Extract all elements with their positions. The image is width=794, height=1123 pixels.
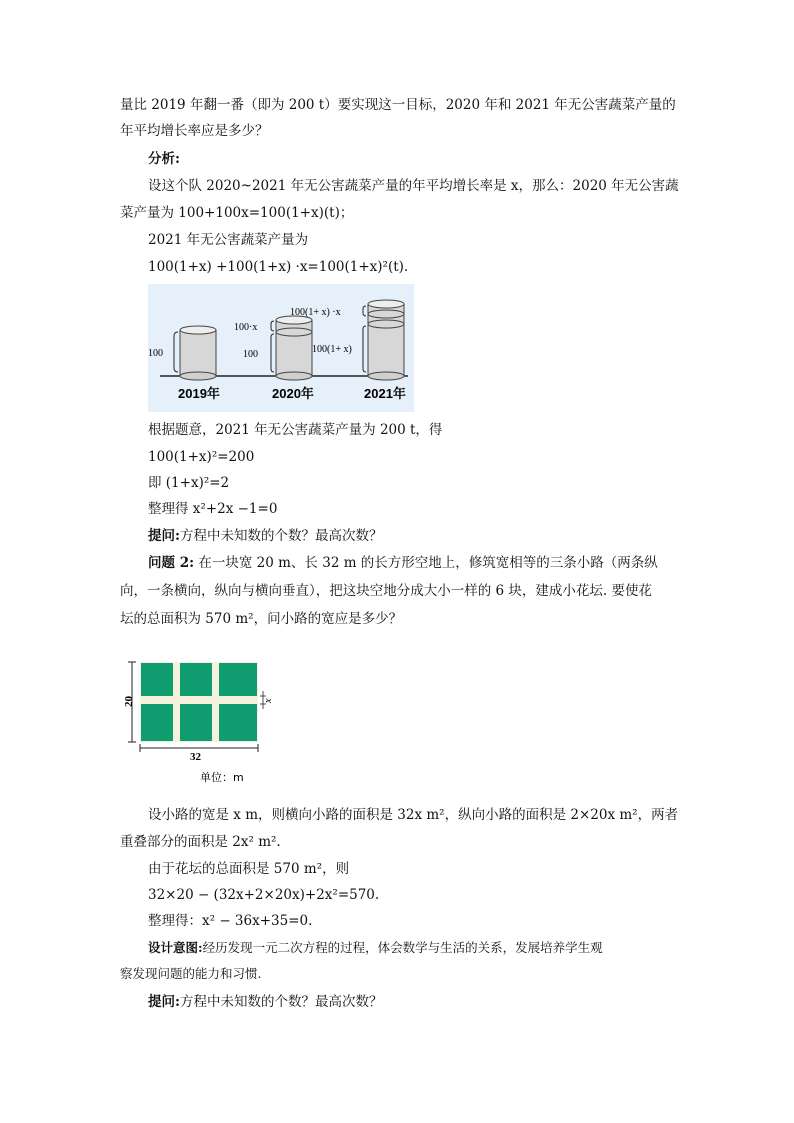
equation: 整理得：x² − 36x+35=0. xyxy=(148,913,313,929)
question-text: 方程中未知数的个数？最高次数？ xyxy=(179,528,383,544)
design-intent-line xyxy=(148,938,603,958)
problem-2-label: 问题 2: xyxy=(148,555,195,571)
cylinder-2021 xyxy=(368,300,404,380)
text-line: 设这个队 2020~2021 年无公害蔬菜产量的年平均增长率是 x，那么：2020 年无公害蔬 xyxy=(148,178,679,194)
question-label: 提问: xyxy=(148,994,180,1010)
unit-caption: 单位：m xyxy=(200,771,244,784)
label-100-2020: 100 xyxy=(243,349,258,360)
garden-paths-diagram xyxy=(120,655,280,785)
question-label: 提问: xyxy=(148,528,180,544)
year-2019: 2019年 xyxy=(178,386,220,401)
label-1x-x-2021: 100(1+ x) ·x xyxy=(290,307,341,318)
cylinder-2020 xyxy=(276,316,312,380)
year-2021: 2021年 xyxy=(364,386,406,401)
problem-2-text: 在一块宽 20 m、长 32 m 的长方形空地上，修筑宽相等的三条小路（两条纵 xyxy=(198,555,658,571)
text-line: 根据题意，2021 年无公害蔬菜产量为 200 t，得 xyxy=(148,422,443,438)
text-line: 量比 2019 年翻一番（即为 200 t）要实现这一目标，2020 年和 2021 年无公害蔬菜产量的 xyxy=(120,97,676,113)
analysis-label: 分析: xyxy=(148,151,180,167)
cylinder-growth-diagram xyxy=(148,284,414,412)
text-line: 由于花坛的总面积是 570 m²，则 xyxy=(148,861,350,877)
question-line xyxy=(148,526,382,546)
x-label: x xyxy=(263,698,274,703)
question-line xyxy=(148,992,382,1012)
label-100-2019: 100 xyxy=(148,348,163,359)
design-intent-label: 设计意图: xyxy=(148,940,203,955)
label-1x-2021: 100(1+ x) xyxy=(312,344,352,355)
text-line: 向，一条横向，纵向与横向垂直），把这块空地分成大小一样的 6 块，建成小花坛. 要使花 xyxy=(120,583,653,599)
problem-2-line xyxy=(148,553,658,573)
text-line: 坛的总面积为 570 m²，问小路的宽应是多少？ xyxy=(120,611,403,627)
year-2020: 2020年 xyxy=(272,386,314,401)
text-line: 重叠部分的面积是 2x² m². xyxy=(120,834,281,850)
label-100x-2020: 100·x xyxy=(234,322,258,333)
length-label: 32 xyxy=(190,751,201,763)
equation: 32×20 − (32x+2×20x)+2x²=570. xyxy=(148,887,380,903)
text-line: 菜产量为 100+100x=100(1+x)(t)； xyxy=(120,205,354,221)
text-line: 设小路的宽是 x m，则横向小路的面积是 32x m²，纵向小路的面积是 2×20x m²，两者 xyxy=(148,807,679,823)
equation: 即 (1+x)²=2 xyxy=(148,475,230,491)
equation: 100(1+x) +100(1+x) ·x=100(1+x)²(t). xyxy=(148,259,409,275)
cylinder-2019 xyxy=(180,326,216,380)
equation: 100(1+x)²=200 xyxy=(148,449,255,465)
text-line: 年平均增长率应是多少？ xyxy=(120,123,269,139)
text-line: 察发现问题的能力和习惯. xyxy=(120,966,262,981)
width-label: 20 xyxy=(123,696,135,707)
question-text: 方程中未知数的个数？最高次数？ xyxy=(179,994,383,1010)
design-intent-text: 经历发现一元二次方程的过程，体会数学与生活的关系，发展培养学生观 xyxy=(202,940,603,955)
text-line: 2021 年无公害蔬菜产量为 xyxy=(148,232,309,248)
equation: 整理得 x²+2x −1=0 xyxy=(148,501,278,517)
